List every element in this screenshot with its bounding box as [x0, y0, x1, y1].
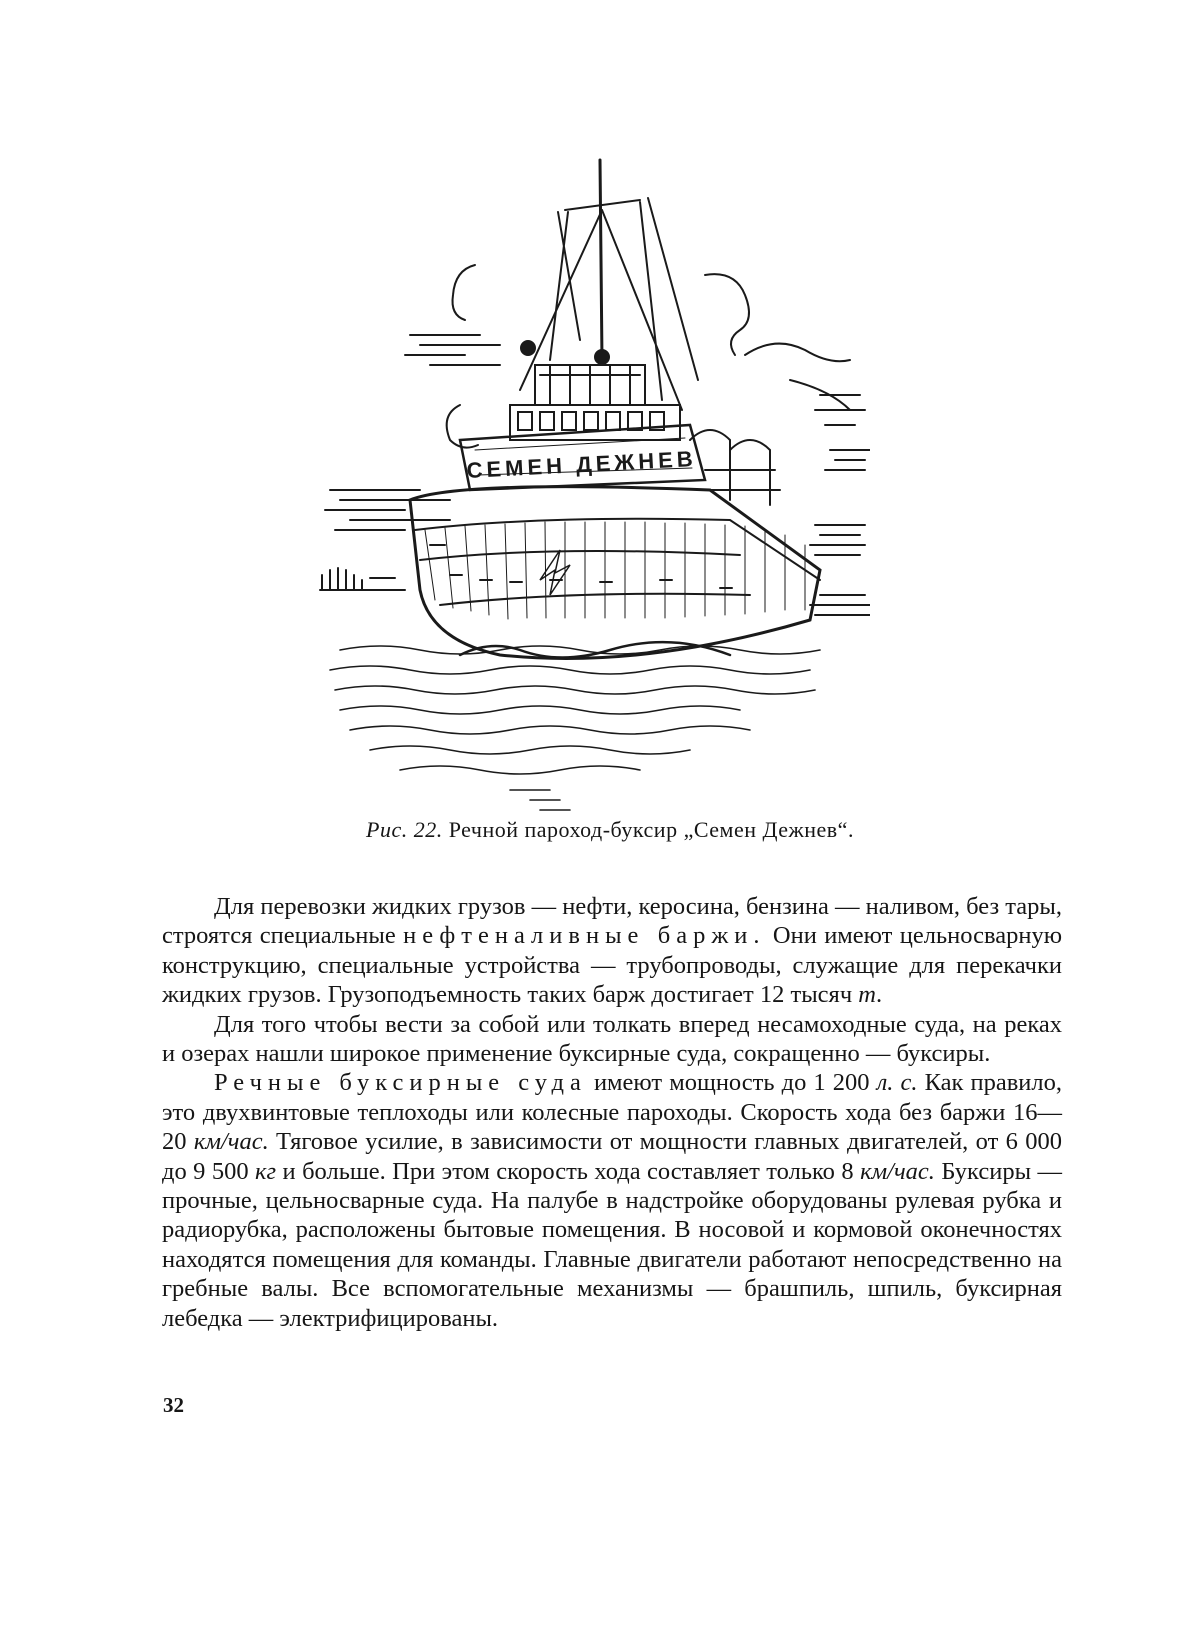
lifeboat-davits	[690, 430, 780, 505]
emphasized-term: Речные буксирные суда	[214, 1069, 587, 1097]
emphasized-term: нефтеналивные баржи.	[403, 922, 766, 950]
shore-right	[810, 595, 870, 615]
unit: км/час.	[860, 1157, 935, 1185]
paragraph: Для того чтобы вести за собой или толкать вперед несамоходные суда, на реках и озерах нашли широкое применение буксирные суда, сокращенно — буксиры.	[162, 1010, 1062, 1068]
hull-shading	[425, 522, 805, 619]
unit: л. с.	[876, 1069, 918, 1097]
paragraph: Речные буксирные суда имеют мощность до 1 200 л. с. Как правило, это двухвинтовые теплоходы или колесные пароходы. Скорость хода без баржи 16—20 км/час. Тяговое усилие, в зависимости от мощности главных двигателей, от 6 000 до 9 500 кг и больше. При этом скорость хода составляет только 8 км/час. Буксиры — прочные, цельносварные суда. На палубе в надстройке оборудованы рулевая рубка и радиорубка, расположены бытовые помещения. В носовой и кормовой оконечностях находятся помещения для команды. Главные двигатели работают непосредственно на гребные валы. Все вспомогательные механизмы — брашпиль, шпиль, буксирная лебедка — электрифицированы.	[162, 1069, 1062, 1332]
cloud-right-top	[705, 274, 749, 355]
unit: т	[858, 981, 876, 1009]
mast-lamp	[595, 350, 609, 364]
tugboat-illustration	[310, 150, 870, 815]
unit: кг	[255, 1157, 277, 1185]
hull-name-label: СЕМЕН ДЕЖНЕВ	[465, 446, 698, 484]
water-waves	[330, 646, 820, 774]
bridge-railing	[535, 365, 645, 405]
cloud-hatching-left	[405, 335, 500, 365]
cloud-left-bottom	[447, 405, 478, 448]
page-number: 32	[163, 1393, 184, 1417]
figure-label: Рис. 22.	[366, 817, 443, 842]
searchlight	[521, 341, 535, 355]
haze-right	[810, 450, 870, 555]
mast	[600, 160, 602, 360]
figure-caption-text: Речной пароход-буксир „Семен Дежнев“.	[448, 817, 854, 842]
cloud-hatching-right	[790, 380, 865, 425]
unit: км/час.	[193, 1128, 269, 1156]
tugboat-drawing	[310, 150, 870, 815]
haze-left	[325, 490, 450, 530]
cloud-right-mid	[745, 344, 850, 362]
hull	[410, 487, 820, 659]
paragraph: Для перевозки жидких грузов — нефти, керосина, бензина — наливом, без тары, строятся специальные нефтеналивные баржи. Они имеют цельносварную конструкцию, специальные устройства — трубопроводы, служащие для перекачки жидких грузов. Грузоподъемность таких барж достигает 12 тысяч т.	[162, 893, 1063, 1009]
shore-left	[320, 568, 405, 590]
cloud-left-top	[453, 265, 476, 320]
figure-caption	[0, 817, 1200, 843]
body-text	[162, 892, 1062, 1333]
